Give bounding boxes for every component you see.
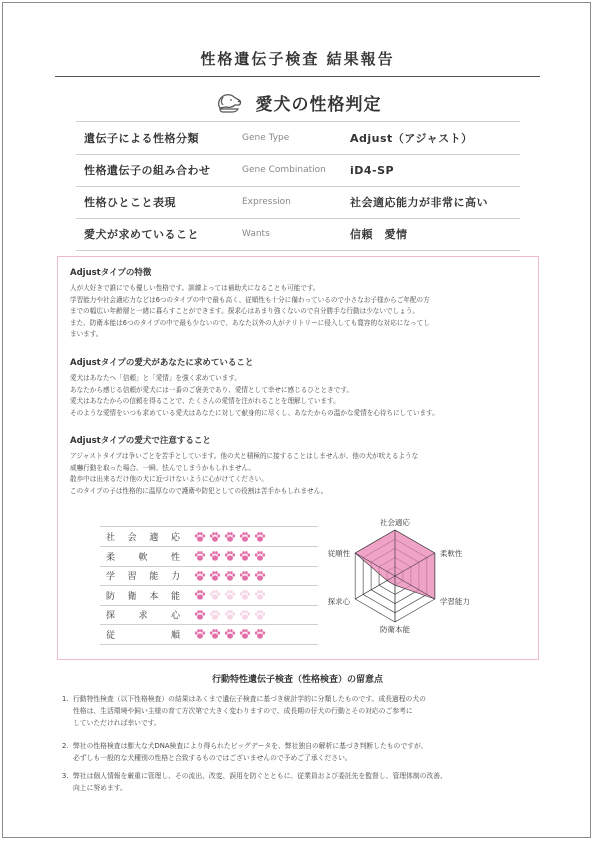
title-divider	[55, 76, 540, 77]
section-text	[70, 373, 530, 419]
trait-char: 社	[106, 533, 116, 543]
paw-icon	[254, 550, 266, 562]
info-row	[76, 122, 520, 155]
trait-row	[100, 566, 318, 586]
info-value: 社会適応能力が非常に高い	[350, 196, 488, 209]
trait-row	[100, 586, 318, 606]
section-heading: Adjustタイプの特徴	[70, 268, 152, 278]
text-line: そのような愛情をいつも求めている愛犬はあなたに対して献身的に尽くし、あなたからの温かな愛情を心待ちにしています。	[70, 408, 439, 417]
trait-char: 探	[106, 611, 116, 621]
paw-icon	[224, 570, 236, 582]
notice-line: 性格は、生活環境や飼い主様の育て方次第で大きく変わりますので、成長期の仔犬の行動とその対応のご参考に	[73, 707, 413, 715]
notice-line: 必ずしも一般的な犬種別の性格と合致するものではございませんので予めご了承ください。	[73, 754, 352, 762]
paw-icon	[194, 531, 206, 543]
text-line: 散歩中は出来るだけ他の犬に近づけないように心がけてください。	[70, 475, 268, 484]
paw-icon	[224, 550, 236, 562]
notice-number: 2.	[62, 742, 69, 750]
trait-char: 性	[170, 552, 180, 563]
section-text	[70, 283, 530, 341]
trait-char: 求	[138, 611, 148, 621]
paw-icon	[224, 531, 236, 543]
text-line: 学習能力や社会適応力などは6つのタイプの中で最も高く、従順性も十分に備わっているので小さなお子様からご年配の方	[70, 295, 430, 304]
paw-icon	[209, 570, 221, 582]
paw-icon	[224, 628, 236, 640]
notice-line: 行動特性検査（以下性格検査）の結果はあくまで遺伝子検査に基づき統計学的に分類したものです。成長過程の犬の	[73, 695, 426, 703]
trait-name	[100, 608, 194, 621]
notice-item	[62, 770, 532, 794]
paw-icon	[239, 570, 251, 582]
notice-item	[62, 740, 532, 764]
info-label-en: Expression	[242, 197, 291, 207]
text-line: までの幅広い年齢層と一緒に暮らすことができます。探求心はあまり強くないので自分勝手な行動は少ないでしょう。	[70, 307, 419, 316]
info-label: 性格遺伝子の組み合わせ	[84, 164, 211, 177]
dog-icon	[214, 91, 246, 115]
paw-rating	[194, 550, 266, 562]
radar-axis-label: 探求心	[327, 597, 351, 606]
trait-char: 心	[170, 611, 180, 621]
notice-line: 向上に努めます。	[73, 784, 127, 792]
trait-char: 能	[149, 572, 159, 582]
text-line: あなたから感じる信頼が愛犬には一番のご褒美であり、愛情として幸せに感じるひとときです。	[70, 385, 354, 394]
paw-rating	[194, 531, 266, 543]
info-row	[76, 186, 520, 219]
info-row	[76, 154, 520, 187]
trait-char: 防	[106, 591, 116, 602]
notice-line: 弊社の性格検査は膨大な犬DNA検査により得られたビッグデータを、弊社独自の解析に基づき判断したものですが、	[73, 742, 428, 750]
paw-icon	[254, 609, 266, 621]
notice-item	[62, 693, 532, 729]
info-value: 信頼 愛情	[350, 228, 408, 241]
paw-icon	[254, 570, 266, 582]
radar-axis-label: 柔軟性	[439, 549, 463, 558]
trait-char: 衛	[127, 591, 137, 602]
section-heading: Adjustタイプの愛犬があなたに求めていること	[70, 358, 254, 368]
text-line: まいます。	[70, 330, 103, 339]
info-label-en: Wants	[242, 229, 270, 239]
radar-axis-label: 社会適応	[380, 518, 410, 527]
text-line: 愛犬はあなたからの信頼を得ることで、たくさんの愛情を注がれることを理解しています。	[70, 397, 340, 406]
trait-row	[100, 547, 318, 567]
info-label: 遺伝子による性格分類	[84, 132, 199, 145]
paw-icon	[209, 609, 221, 621]
paw-icon	[239, 550, 251, 562]
trait-row	[100, 605, 318, 625]
paw-icon	[194, 550, 206, 562]
trait-char: 本	[149, 591, 159, 602]
trait-name	[100, 530, 194, 543]
radar-axis-overlay	[355, 576, 395, 599]
trait-name	[100, 628, 194, 641]
info-label: 性格ひとこと表現	[84, 196, 176, 209]
section-heading: Adjustタイプの愛犬で注意すること	[70, 436, 211, 446]
text-line: アジャストタイプは争いごとを苦手としています。他の犬と積極的に接することはしませんが、他の犬が吠えるような	[70, 452, 419, 460]
trait-row	[100, 527, 318, 547]
paw-icon	[239, 609, 251, 621]
info-label-en: Gene Combination	[242, 165, 326, 175]
notice-line: していただければ幸いです。	[73, 719, 161, 727]
section-text	[70, 451, 530, 497]
paw-icon	[254, 531, 266, 543]
section-title: 愛犬の性格判定	[255, 95, 382, 115]
paw-icon	[194, 609, 206, 621]
trait-char: 習	[127, 572, 137, 582]
paw-icon	[224, 589, 236, 601]
radar-axis-label: 従順性	[327, 549, 351, 558]
info-value: iD4-SP	[350, 163, 395, 177]
notice-text	[73, 770, 447, 794]
radar-axis-label: 防衛本能	[380, 625, 410, 634]
notice-line: 弊社は個人情報を厳重に管理し、その流出、改変、誤用を防ぐとともに、従業員および委託先を監督し、管理体制の改善、	[73, 772, 447, 780]
paw-rating	[194, 628, 266, 640]
section-header	[0, 90, 595, 119]
paw-icon	[209, 531, 221, 543]
paw-icon	[209, 628, 221, 640]
paw-icon	[224, 609, 236, 621]
trait-char: 応	[170, 533, 180, 543]
trait-char: 順	[170, 630, 180, 641]
notice-text	[73, 740, 428, 764]
trait-char: 柔	[106, 552, 116, 563]
text-line: また、防衛本能は6つのタイプの中で最も少ないので、あなた以外の人がテリトリーに侵入しても寛容的な対応になってし	[70, 318, 430, 327]
report-title: 性格遺伝子検査 結果報告	[200, 50, 395, 68]
paw-rating	[194, 609, 266, 621]
info-row	[76, 218, 520, 251]
paw-icon	[239, 531, 251, 543]
paw-icon	[209, 550, 221, 562]
text-line: 人が大好きで誰にでも優しい性格です。訓練よっては補助犬になることも可能です。	[70, 284, 320, 292]
notice-text	[73, 693, 426, 729]
paw-rating	[194, 589, 266, 601]
paw-icon	[239, 628, 251, 640]
trait-name	[100, 589, 194, 602]
trait-char: 従	[106, 630, 116, 641]
trait-char: 適	[149, 533, 159, 543]
text-line: 威嚇行動を取った場合、一瞬、怯んでしまうかもしれません。	[70, 463, 256, 472]
trait-char: 能	[170, 591, 180, 602]
notice-number: 3.	[62, 772, 69, 780]
paw-icon	[254, 589, 266, 601]
paw-icon	[254, 628, 266, 640]
notice-number: 1.	[62, 695, 69, 703]
trait-char: 軟	[138, 552, 148, 563]
trait-char: 会	[127, 533, 137, 543]
info-label-en: Gene Type	[242, 133, 290, 143]
radar-axis-label: 学習能力	[439, 597, 470, 606]
notice-title: 行動特性遺伝子検査（性格検査）の留意点	[211, 675, 383, 685]
text-line: 愛犬はあなたへ「信頼」と「愛情」を強く求めています。	[70, 374, 241, 382]
paw-icon	[194, 570, 206, 582]
trait-name	[100, 569, 194, 582]
text-line: このタイプの子は性格的に温厚なので護衛や防犯としての役割は苦手かもしれません。	[70, 486, 328, 495]
trait-name	[100, 550, 194, 563]
trait-row	[100, 625, 318, 645]
trait-char: 力	[170, 572, 180, 582]
paw-icon	[209, 589, 221, 601]
paw-icon	[239, 589, 251, 601]
trait-char: 学	[106, 572, 116, 582]
paw-icon	[194, 628, 206, 640]
paw-rating	[194, 570, 266, 582]
info-value: Adjust（アジャスト）	[350, 132, 473, 145]
radar-chart	[327, 506, 520, 646]
paw-icon	[194, 589, 206, 601]
info-label: 愛犬が求めていること	[84, 228, 199, 241]
